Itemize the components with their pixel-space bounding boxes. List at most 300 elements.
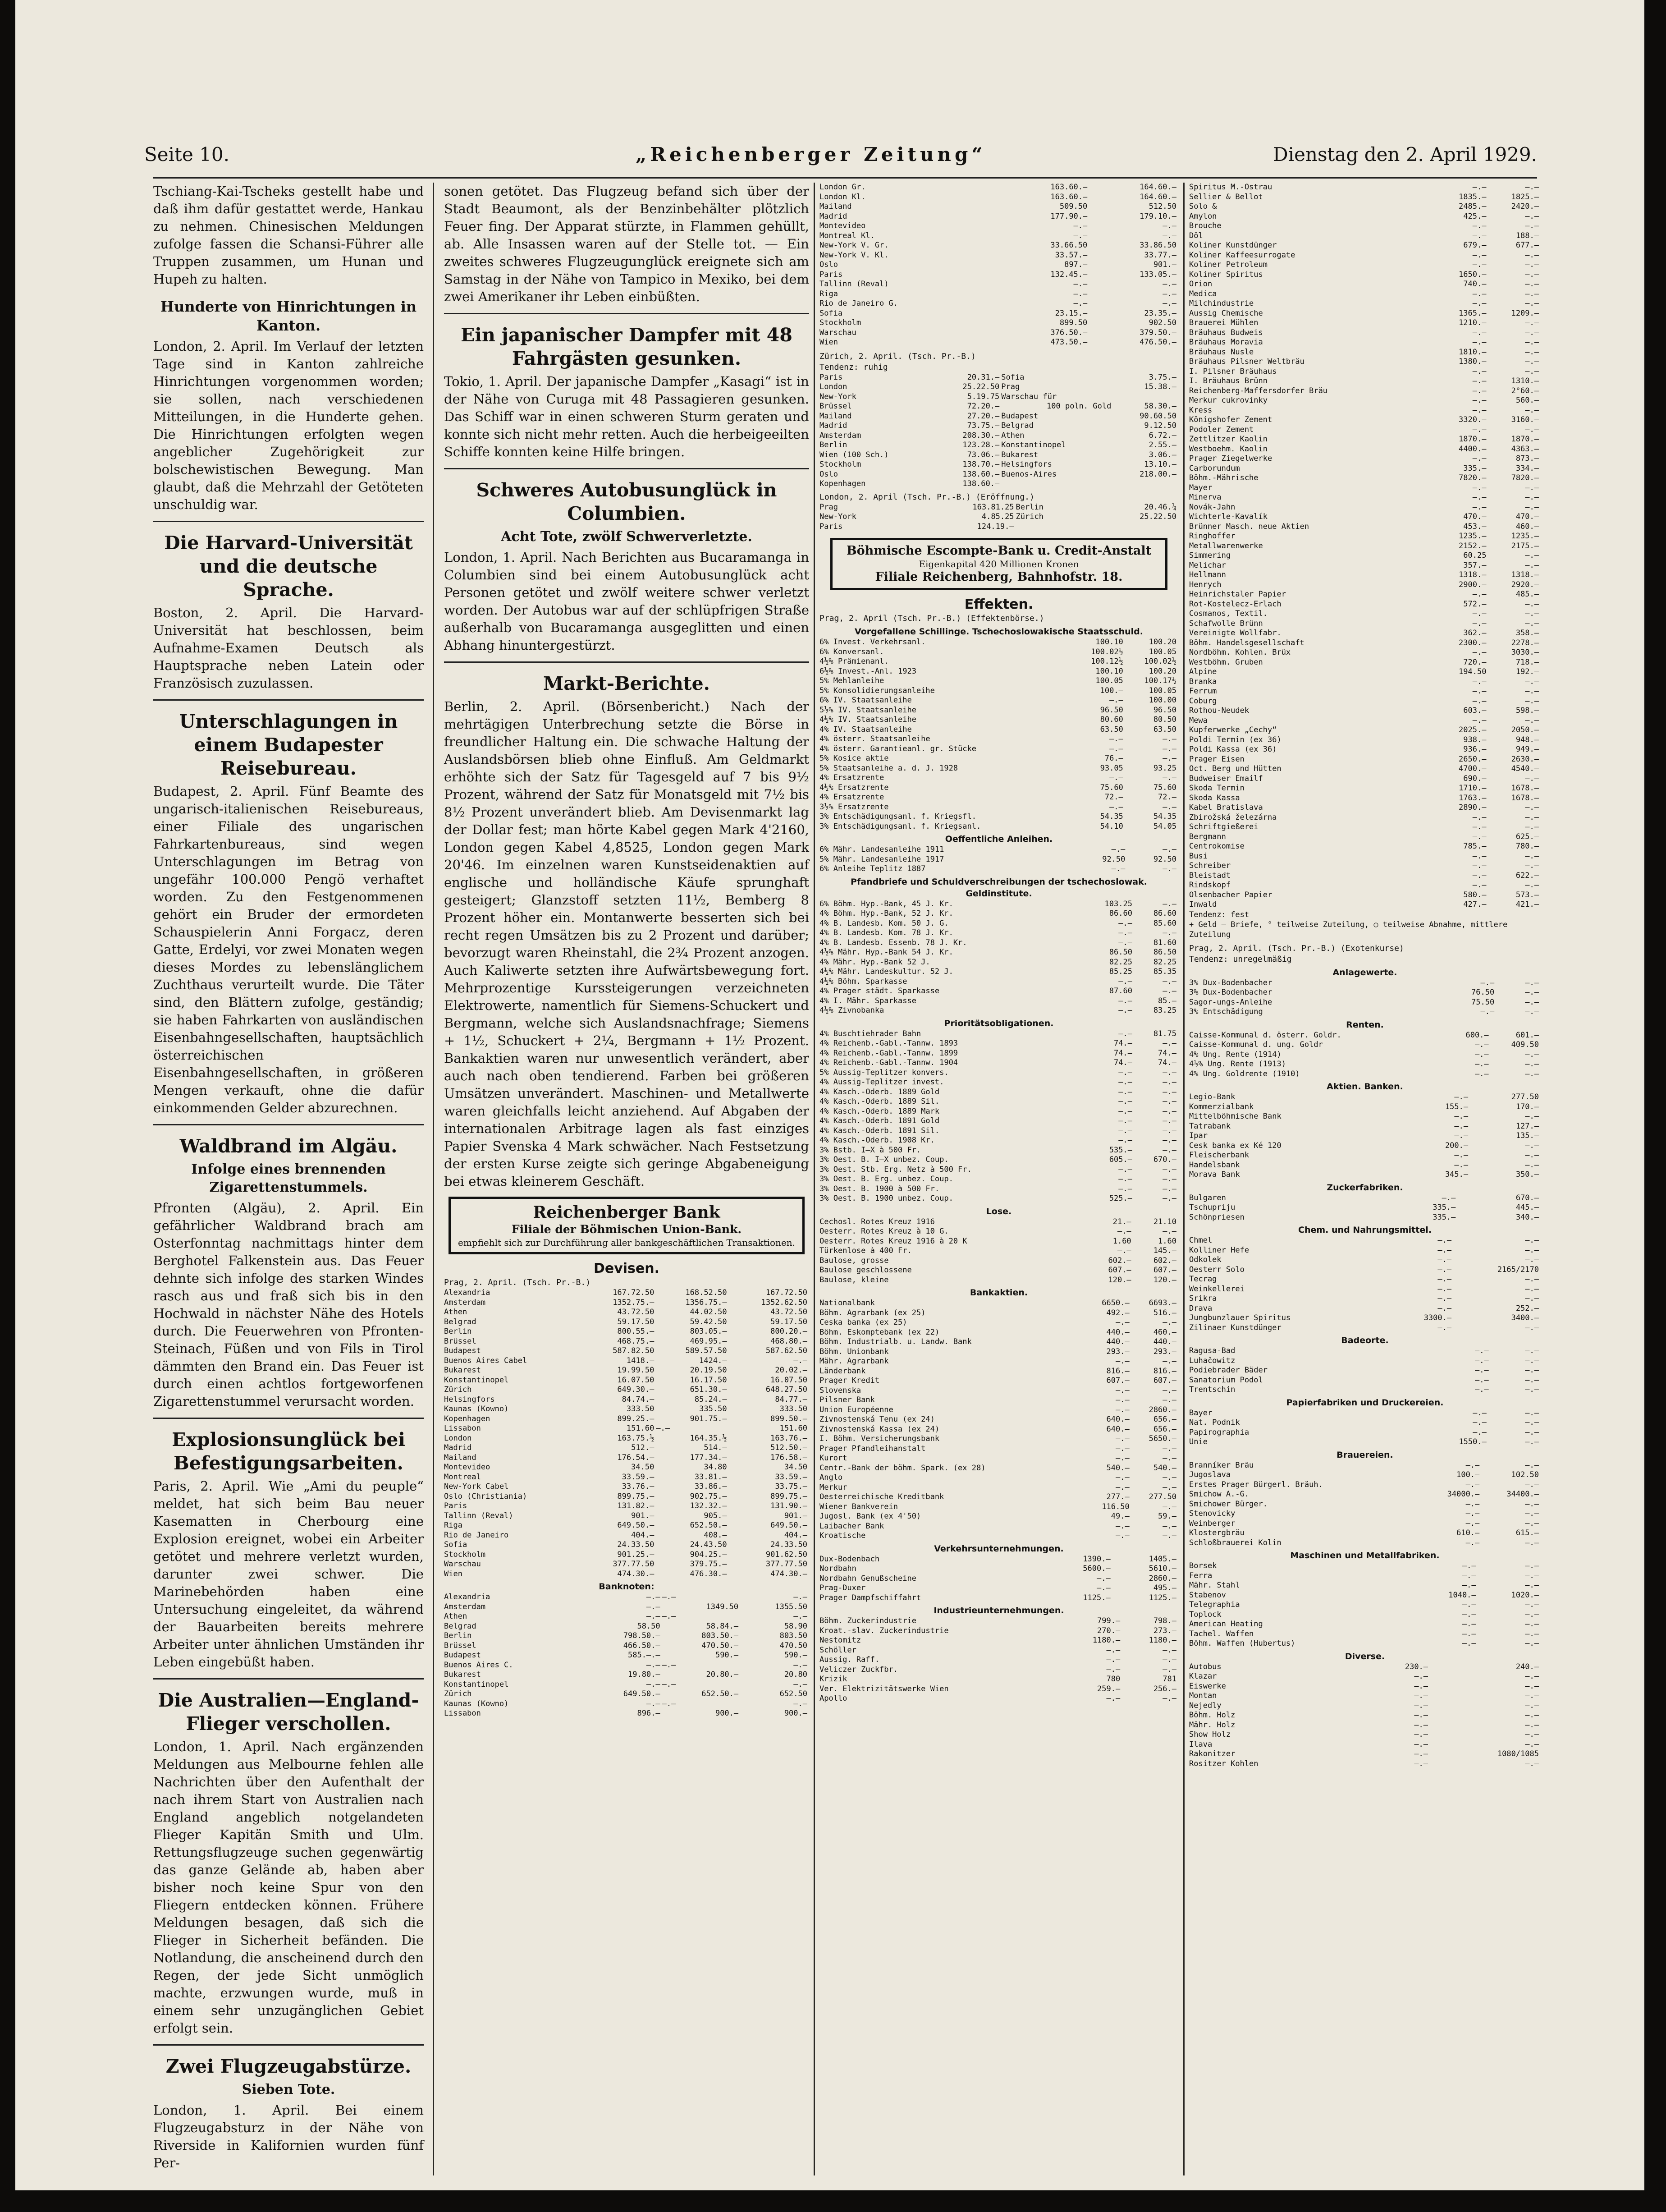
table-cell-name: Mayer	[1189, 483, 1213, 492]
table-cell-name: New-York	[819, 512, 856, 521]
table-row	[819, 1308, 1178, 1318]
table-cell-name: Kress	[1189, 405, 1213, 415]
table-cell-value: 589.57.50	[685, 1346, 727, 1355]
table-cell-value: 240.—	[1515, 1662, 1539, 1671]
table-row	[1189, 1701, 1541, 1711]
table-row	[819, 503, 1178, 513]
table-cell-value: 100.05	[1149, 686, 1176, 695]
table-cell-value: 81.60	[1153, 938, 1176, 947]
masthead-rule	[153, 177, 1537, 179]
table-cell-value: 100.12½	[1091, 657, 1123, 666]
table-row	[1189, 1509, 1541, 1519]
table-cell-name: Stockholm	[819, 460, 861, 469]
table-cell-value: —.—	[793, 1356, 807, 1365]
table-cell-value: 1310.—	[1511, 376, 1539, 385]
table-cell-value: 4.85.25	[981, 512, 1014, 521]
table-cell-value: 75.50	[1471, 997, 1495, 1007]
table-row	[1189, 318, 1541, 328]
table-row	[819, 241, 1178, 251]
table-cell-value: —.—	[1472, 425, 1487, 434]
column-divider	[433, 183, 434, 2175]
table-cell-value: 408.—	[704, 1530, 727, 1540]
table-cell-value: 572.—	[1463, 599, 1487, 609]
table-row	[1189, 1418, 1541, 1428]
table-cell-value: 625.—	[1515, 832, 1539, 841]
table-cell-name: 4½% IV. Staatsanleihe	[819, 715, 916, 724]
table-cell-value: 44.02.50	[690, 1308, 727, 1317]
table-cell-value: —.—	[1163, 1136, 1176, 1145]
subhead-flugzeug: Sieben Tote.	[242, 2082, 335, 2097]
table-cell-name: Prager Pfandleihanstalt	[819, 1444, 926, 1453]
table-row	[1189, 561, 1541, 571]
table-cell-value: —.—	[1472, 396, 1487, 405]
table-cell-name: 6½% Invest.-Anl. 1923	[819, 666, 916, 676]
table-row	[1189, 1203, 1541, 1213]
table-cell-value: 607.—	[1153, 1376, 1176, 1385]
table-cell-value: —.—	[1525, 260, 1539, 269]
table-row	[1189, 1538, 1541, 1548]
table-cell-value: 4540.—	[1511, 764, 1539, 773]
table-cell-value: 649.50.—	[617, 1521, 654, 1530]
table-cell-value: 345.—	[1445, 1170, 1469, 1179]
table-cell-value: —.—	[1472, 619, 1487, 628]
table-cell-name: Kommerzialbank	[1189, 1102, 1254, 1111]
industrie-cont-table	[1189, 183, 1541, 910]
table-row	[819, 725, 1178, 735]
table-cell-value: 470.—	[1515, 512, 1539, 521]
table-cell-value: 896.—	[637, 1709, 660, 1718]
table-cell-name: Heinrichstaler Papier	[1189, 590, 1286, 599]
table-cell-name: Rio de Janeiro G.	[819, 299, 898, 308]
table-cell-value: —.—	[1525, 1600, 1539, 1609]
table-row	[819, 1626, 1178, 1636]
table-cell-value: —.—	[1525, 599, 1539, 609]
table-cell-name: Helsingfors	[444, 1395, 495, 1404]
table-cell-value: —.—	[1525, 425, 1539, 434]
table-cell-value: 2890.—	[1459, 803, 1487, 812]
table-cell-name: Oesterreichische Kreditbank	[819, 1492, 944, 1501]
article-separator	[153, 1124, 424, 1125]
table-cell-value: 607.—	[1108, 1266, 1131, 1275]
table-row	[819, 1184, 1178, 1194]
table-row	[819, 638, 1178, 647]
table-cell-value: —.—	[1115, 1473, 1130, 1482]
table-row	[819, 1006, 1178, 1016]
table-cell-name: Prag	[819, 502, 838, 512]
table-cell-value: —.—	[1472, 851, 1487, 861]
table-cell-value: —.—	[1472, 822, 1487, 831]
table-cell-value: —.—	[1073, 299, 1088, 308]
table-cell-name: Chmel	[1189, 1236, 1213, 1245]
scan-binding-edge	[0, 0, 15, 2212]
table-cell-value: 679.—	[1463, 241, 1487, 250]
table-row	[819, 938, 1178, 948]
table-cell-value: —.—	[1525, 338, 1539, 347]
table-cell-value: 86.60	[1153, 909, 1176, 918]
table-row	[444, 1337, 809, 1347]
table-cell-value: 20.80	[784, 1670, 807, 1679]
table-row	[444, 1473, 809, 1482]
table-cell-value: 21.10	[1153, 1217, 1176, 1226]
table-cell-value: 85.35	[1153, 967, 1176, 976]
table-cell-name: 5% Mähr. Landesanleihe 1917	[819, 854, 944, 864]
table-cell-value: —.—	[1414, 1759, 1428, 1768]
table-cell-value: —.—	[1525, 318, 1539, 327]
table-cell-value: 2630.—	[1511, 754, 1539, 764]
table-cell-value: 4700.—	[1459, 764, 1487, 773]
article-continuation: sonen getötet. Das Flugzeug befand sich über der Stadt Beaumont, als der Benzinbehälter plötzlich Feuer fing. Der Apparat stürzte, in Flammen gehüllt, ab. Alle Insassen waren auf der Stelle tot. — Ein zweites schweres Flugzeugunglück ereignete sich am Samstag in der Nähe von Tampico in Mexiko, bei dem zwei Amerikaner ihr Leben einbüßten.	[444, 184, 809, 304]
table-cell-value: 718.—	[1515, 657, 1539, 667]
table-cell-name: Mähr. Agrarbank	[819, 1357, 889, 1366]
table-row	[1189, 600, 1541, 610]
table-cell-value: 677.—	[1515, 241, 1539, 250]
table-row	[819, 470, 1178, 480]
table-cell-value: —.—	[1118, 928, 1132, 937]
table-cell-value: 798.—	[1153, 1616, 1176, 1625]
table-cell-value: 5600.—	[1083, 1564, 1111, 1573]
table-cell-value: Bukarest	[1001, 450, 1039, 459]
table-row	[1189, 1519, 1541, 1529]
table-cell-name: 3% Oest. B. 1900 à 500 Fr.	[819, 1184, 940, 1193]
table-cell-value: —.—	[1118, 1136, 1132, 1145]
table-row	[1189, 1711, 1541, 1721]
table-cell-name: Kaunas (Kowno)	[444, 1404, 509, 1413]
table-cell-value: —.—	[1525, 1418, 1539, 1427]
table-cell-name: 4% Aussig-Teplitzer invest.	[819, 1078, 944, 1087]
table-row	[819, 812, 1178, 822]
table-cell-value: —.—	[1437, 1294, 1452, 1303]
table-cell-name: 4% B. Landesb. Kom. 50 J. G.	[819, 918, 949, 928]
table-cell-name: Stabenov	[1189, 1590, 1226, 1600]
table-row	[819, 1655, 1178, 1665]
table-cell-name: Oslo (Christiania)	[444, 1491, 527, 1501]
table-cell-value: —.—	[1163, 1126, 1176, 1135]
table-cell-value: —.—	[1475, 1375, 1489, 1385]
table-cell-value: 100.05	[1149, 647, 1176, 656]
table-cell-value: 218.00.—	[1140, 469, 1176, 479]
table-cell-name: Alpine	[1189, 667, 1217, 676]
table-cell-value: 377.77.50	[765, 1560, 807, 1569]
table-cell-value: 649.50.—	[770, 1521, 807, 1530]
table-cell-value: —.—	[1163, 1531, 1176, 1540]
table-cell-value: 899.50.—	[770, 1414, 807, 1423]
table-row	[819, 260, 1178, 270]
table-cell-value: —.—	[1525, 560, 1539, 570]
table-cell-value: —.—	[1525, 1437, 1539, 1446]
table-cell-value: 132.45.—	[1050, 270, 1088, 279]
table-cell-name: Prager Dampfschiffahrt	[819, 1593, 921, 1602]
table-cell-name: Poldi Kassa (ex 36)	[1189, 745, 1277, 754]
london-header: London, 2. April (Tsch. Pr.-B.) (Eröffnung.)	[819, 492, 1034, 502]
table-cell-name: Brüssel	[444, 1641, 476, 1650]
table-cell-value: 163.60.—	[1050, 192, 1088, 202]
table-cell-value: 652.50.—	[690, 1521, 727, 1530]
table-cell-name: Amylon	[1189, 211, 1217, 221]
table-cell-value: 34.80	[704, 1463, 727, 1472]
table-row	[819, 977, 1178, 987]
table-cell-value: 59.17.50	[770, 1317, 807, 1326]
table-row	[819, 299, 1178, 309]
section-diverse: Diverse.	[1345, 1651, 1385, 1661]
table-row	[1189, 357, 1541, 367]
table-cell-value: Helsingfors	[1001, 460, 1052, 469]
table-cell-value: 605.—	[1109, 1155, 1132, 1164]
table-cell-value: 1810.—	[1459, 347, 1487, 357]
table-cell-value: 120.—	[1108, 1275, 1131, 1285]
table-cell-value: —.—	[1465, 1538, 1480, 1547]
table-cell-name: Merkur cukrovinky	[1189, 396, 1268, 405]
table-cell-name: Stenovicky	[1189, 1509, 1236, 1518]
table-cell-value: —.—	[1525, 803, 1539, 812]
table-cell-value: —.—	[1163, 1694, 1176, 1703]
section-prioritaet: Prioritätsobligationen.	[944, 1018, 1054, 1028]
table-cell-value: 602.—	[1153, 1256, 1176, 1265]
table-cell-value	[1113, 392, 1178, 402]
table-cell-value: 1418.—	[626, 1356, 654, 1365]
table-row	[819, 402, 1178, 412]
table-cell-name: Nejedly	[1189, 1701, 1222, 1710]
table-cell-name: Jugosl. Bank (ex 4'50)	[819, 1512, 921, 1521]
table-cell-value: 103.25	[1104, 899, 1132, 909]
table-cell-value: —.—	[1525, 822, 1539, 831]
headline-autobus: Schweres Autobusunglück in Columbien.	[476, 479, 777, 524]
table-cell-name: Mailand	[444, 1453, 476, 1462]
table-cell-value: —.—	[793, 1592, 807, 1602]
table-cell-value: —.—	[1437, 1255, 1452, 1264]
table-cell-value: —.—	[1525, 1346, 1539, 1355]
table-cell-value: 798.50.—	[623, 1631, 660, 1640]
table-cell-value: 16.07.50	[617, 1375, 654, 1385]
table-cell-value: 473.50.—	[1050, 338, 1088, 347]
table-cell-name: 4% Buschtiehrader Bahn	[819, 1029, 921, 1038]
table-cell-value: 899.75.—	[617, 1491, 654, 1501]
table-row	[444, 1622, 809, 1632]
table-cell-value: 24.43.50	[690, 1540, 727, 1549]
table-cell-value: —.—	[1163, 1665, 1176, 1674]
table-cell-value: 63.50	[1153, 725, 1176, 734]
table-cell-value: 76.—	[1104, 754, 1123, 763]
table-cell-value: —.—	[1442, 1193, 1456, 1202]
table-cell-value: —.—	[646, 1592, 660, 1602]
advert-text: Filiale Reichenberg, Bahnhofstr. 18.	[875, 570, 1123, 584]
table-row	[1189, 221, 1541, 231]
table-cell-name: Zivnostenská Kassa (ex 24)	[819, 1424, 940, 1434]
table-row	[819, 864, 1178, 874]
table-cell-name: 4% Reichenb.-Gabl.-Tannw. 1899	[819, 1048, 958, 1058]
table-cell-value: 3030.—	[1511, 648, 1539, 657]
table-cell-value: 379.75.—	[690, 1560, 727, 1569]
table-cell-value: 651.30.—	[690, 1385, 727, 1394]
table-cell-name: Oslo	[819, 260, 838, 269]
table-row	[1189, 1007, 1541, 1017]
table-cell-value: —.—	[1525, 502, 1539, 512]
table-row	[444, 1453, 809, 1463]
table-cell-name: Koliner Spiritus	[1189, 270, 1263, 279]
table-cell-value: 163.81.25	[972, 502, 1014, 512]
table-row	[1189, 794, 1541, 803]
table-cell-value: 277.—	[1106, 1492, 1130, 1501]
table-row	[1189, 425, 1541, 435]
table-cell-value: —.—	[1525, 881, 1539, 890]
table-cell-name: Stockholm	[819, 318, 861, 327]
table-cell-name: Baulose, kleine	[819, 1275, 889, 1285]
table-cell-value: —.—	[1437, 1245, 1452, 1255]
table-cell-value: —.—	[1163, 977, 1176, 986]
table-cell-value: —.—	[1525, 1275, 1539, 1284]
table-row	[1189, 774, 1541, 784]
table-cell-value: 43.72.50	[770, 1308, 807, 1317]
table-cell-value: 2°60.—	[1511, 386, 1539, 395]
table-cell-name: Oesterr. Rotes Kreuz à 10 G.	[819, 1227, 949, 1236]
table-cell-name: Kopenhagen	[819, 479, 866, 488]
table-row	[1189, 338, 1541, 348]
table-cell-value: —.—	[1525, 1499, 1539, 1509]
table-cell-value: 335.—	[1433, 1203, 1456, 1212]
table-cell-value: —.—	[1525, 1759, 1539, 1768]
table-cell-value: 2152.—	[1459, 541, 1487, 551]
table-row	[1189, 638, 1541, 648]
table-row	[444, 1492, 809, 1502]
table-cell-value: 96.50	[1153, 705, 1176, 715]
table-cell-value: 1318.—	[1511, 570, 1539, 579]
table-row	[1189, 998, 1541, 1008]
table-cell-value: 516.—	[1153, 1308, 1176, 1317]
table-cell-name: Tallinn (Reval)	[444, 1511, 513, 1520]
table-cell-value: 1380.—	[1459, 357, 1487, 366]
table-cell-value: —.—	[1472, 483, 1487, 492]
table-cell-value: —.—	[1117, 1227, 1131, 1236]
table-cell-value: 33.57.—	[1055, 250, 1088, 260]
table-row	[1189, 251, 1541, 261]
table-cell-value: 164.60.—	[1140, 192, 1176, 202]
table-cell-value: 80.60	[1100, 715, 1123, 724]
table-cell-value: 379.50.—	[1140, 328, 1176, 337]
table-cell-name: 6% Mähr. Landesanleihe 1911	[819, 845, 944, 854]
table-cell-value: —.—	[1525, 493, 1539, 502]
table-cell-name: Madrid	[444, 1443, 472, 1452]
table-cell-name: Jungbunzlauer Spiritus	[1189, 1313, 1291, 1322]
table-cell-value: 86.50	[1153, 948, 1176, 957]
table-cell-value: 948.—	[1515, 735, 1539, 744]
table-cell-name: Riga	[444, 1521, 462, 1530]
table-cell-value: —.—	[1437, 1303, 1452, 1313]
zurich-tendency: Tendenz: ruhig	[819, 362, 888, 372]
table-cell-name: Buenos Aires Cabel	[444, 1356, 527, 1365]
table-row	[819, 1194, 1178, 1204]
table-cell-value: —.—	[1163, 1482, 1176, 1492]
table-cell-value: —.—	[1465, 1480, 1480, 1489]
table-cell-value: 2485.—	[1459, 202, 1487, 211]
table-cell-value: —.—	[1525, 774, 1539, 783]
table-cell-value: 179.10.—	[1140, 211, 1176, 221]
table-cell-value: 1318.—	[1459, 570, 1487, 579]
table-cell-value: 2025.—	[1459, 725, 1487, 734]
table-cell-value	[1001, 479, 1113, 489]
table-cell-name: Borsek	[1189, 1561, 1217, 1570]
table-cell-name: Schafwolle Brünn	[1189, 619, 1263, 628]
table-cell-value: 164.35.½	[690, 1433, 727, 1443]
table-row	[1189, 1265, 1541, 1275]
table-cell-value: 1235.—	[1511, 532, 1539, 541]
table-row	[819, 479, 1178, 489]
table-cell-name: Böhm. Agrarbank (ex 25)	[819, 1308, 926, 1317]
table-cell-name: 4% Ung. Rente (1914)	[1189, 1050, 1282, 1059]
table-cell-value: Budapest	[1001, 411, 1039, 421]
table-row	[819, 1337, 1178, 1347]
table-cell-value: 2920.—	[1511, 580, 1539, 589]
table-cell-value: 19.99.50	[617, 1366, 654, 1375]
table-cell-value: —.—	[1525, 1480, 1539, 1489]
table-row	[1189, 852, 1541, 862]
table-cell-value: —.—	[1118, 996, 1132, 1005]
table-cell-value: —.—	[1474, 1069, 1489, 1078]
table-cell-name: Sofia	[444, 1540, 467, 1549]
table-row	[819, 183, 1178, 193]
table-cell-value: 6.72.—	[1149, 431, 1176, 440]
table-cell-value: 1080/1085	[1497, 1749, 1539, 1758]
table-cell-value: 2860.—	[1149, 1405, 1176, 1414]
table-cell-value: —.—	[1106, 1645, 1121, 1655]
table-cell-value: 15.38.—	[1144, 382, 1176, 391]
table-cell-value: —.—	[646, 1602, 660, 1611]
table-cell-value: 3300.—	[1423, 1313, 1452, 1322]
table-cell-value: 670.—	[1515, 1193, 1539, 1202]
table-cell-value: —.—	[793, 1680, 807, 1689]
table-cell-name: 3% Entschädigungsanl. f. Kriegsfl.	[819, 812, 976, 821]
table-cell-value: —.—	[1525, 1701, 1539, 1710]
subhead-autobus: Acht Tote, zwölf Schwerverletzte.	[501, 529, 752, 545]
table-cell-value: 3400.—	[1511, 1313, 1539, 1322]
section-anlagewerte: Anlagewerte.	[1332, 967, 1397, 978]
table-row	[444, 1346, 809, 1356]
table-cell-value: 1125.—	[1149, 1593, 1176, 1602]
table-cell-value: —.—	[1163, 987, 1176, 996]
table-cell-value: —.—	[1525, 299, 1539, 308]
table-cell-value: 277.50	[1511, 1092, 1539, 1101]
table-row	[1189, 193, 1541, 202]
table-cell-value: 587.62.50	[765, 1346, 807, 1355]
table-cell-value: 404.—	[631, 1530, 654, 1540]
table-cell-value: 440.—	[1106, 1327, 1130, 1337]
table-cell-value: —.—	[1163, 289, 1176, 298]
column-divider	[814, 183, 815, 2175]
table-row	[819, 734, 1178, 744]
table-cell-value: —.—	[1414, 1720, 1428, 1730]
brauereien-table	[1189, 1461, 1541, 1548]
table-row	[1189, 784, 1541, 794]
table-row	[819, 1386, 1178, 1396]
table-cell-value: —.—	[1525, 861, 1539, 870]
devisen-table	[444, 1288, 809, 1579]
table-cell-name: Rio de Janeiro	[444, 1530, 509, 1540]
table-cell-name: Belgrad	[444, 1621, 476, 1631]
table-cell-value: 357.—	[1463, 560, 1487, 570]
table-cell-value: 163.76.—	[770, 1433, 807, 1443]
table-cell-value: 63.50	[1100, 725, 1123, 734]
table-cell-value: 100.00	[1149, 696, 1176, 705]
table-cell-value: 598.—	[1515, 706, 1539, 715]
table-cell-name: Laibacher Bank	[819, 1521, 884, 1531]
table-row	[819, 793, 1178, 803]
table-row	[1189, 183, 1541, 193]
table-cell-name: Medica	[1189, 289, 1217, 298]
table-cell-value	[1084, 522, 1178, 532]
table-cell-name: Zürich	[444, 1689, 472, 1698]
table-cell-name: Minerva	[1189, 493, 1222, 502]
table-cell-value: 1870.—	[1459, 435, 1487, 444]
table-cell-value: 816.—	[1153, 1366, 1176, 1376]
table-cell-name: New-York Cabel	[444, 1482, 509, 1491]
